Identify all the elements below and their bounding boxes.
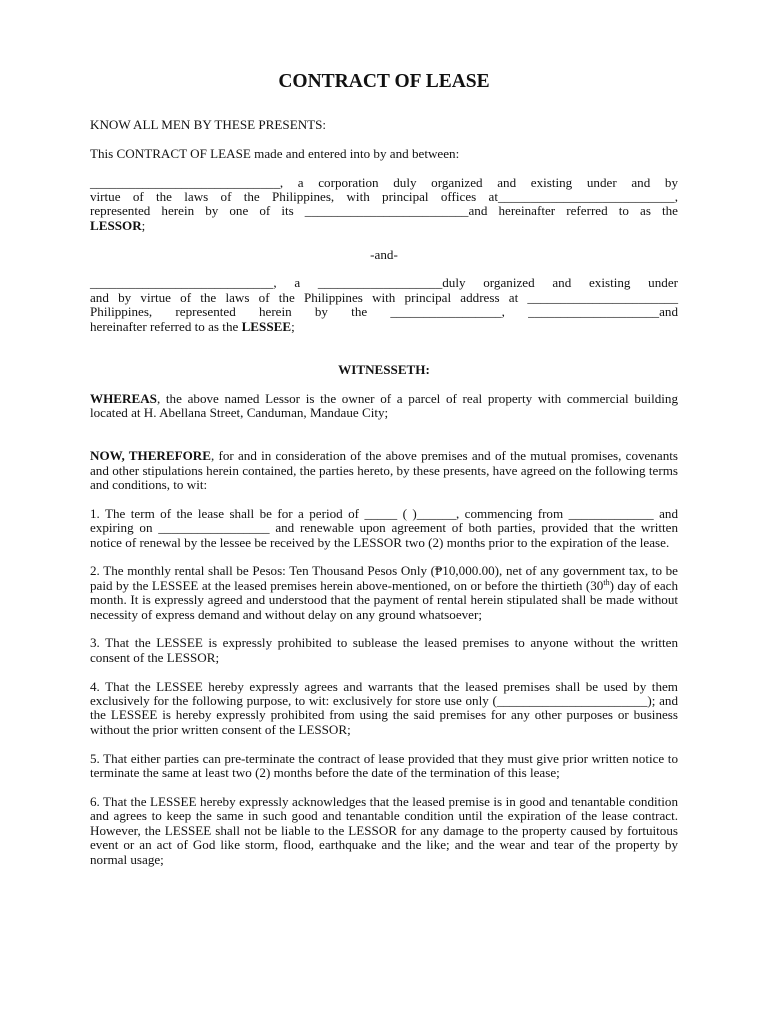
- lessor-line-4: [90, 219, 678, 233]
- clause-6: 6. That the LESSEE hereby expressly acknowledges that the leased premise is in good and tenantable condition and agrees to keep the same in such good and tenantable condition until the expiration of the lease contract. However, the LESSEE shall not be liable to the LESSOR for any damage to the property caused by fortuitous event or an act of God like storm, flood, earthquake and the like; and the wear and tear of the property by normal usage;: [90, 793, 678, 867]
- whereas-clause: [90, 392, 678, 421]
- clause-5: 5. That either parties can pre-terminate the contract of lease provided that they must give prior written notice to terminate the same at least two (2) months before the date of the termination of this lease;: [90, 750, 678, 781]
- clause-1: 1. The term of the lease shall be for a period of _____ ( )______, commencing from _____________ and expiring on _________________ and renewable upon agreement of both parties, provided that the written notice of renewal by the lessee be received by the LESSOR two (2) months prior to the expiration of the lease.: [90, 505, 678, 550]
- now-therefore-text: , for and in consideration of the above premises and of the mutual promises, covenants and other stipulations herein contained, the parties hereto, by these presents, have agreed on the following terms and conditions, to wit:: [90, 448, 678, 493]
- lessor-line-1: _____________________________, a corporation duly organized and existing under and by: [90, 174, 678, 190]
- lessor-line-2: virtue of the laws of the Philippines, with principal offices at___________________________,: [90, 189, 678, 204]
- now-therefore-clause: [90, 449, 678, 492]
- clause-2: [90, 564, 678, 622]
- lessee-line-2: and by virtue of the laws of the Philippines with principal address at _______________________: [90, 289, 678, 305]
- lessor-label: LESSOR: [90, 217, 142, 233]
- whereas-label: WHEREAS: [90, 390, 157, 406]
- clause-3: 3. That the LESSEE is expressly prohibited to sublease the leased premises to anyone without the written consent of the LESSOR;: [90, 635, 678, 665]
- witnesseth-heading: [90, 363, 678, 377]
- lessee-line-4-head: hereinafter referred to as the: [90, 318, 242, 334]
- lessee-line-4-tail: ;: [291, 318, 295, 334]
- whereas-text: , the above named Lessor is the owner of a parcel of real property with commercial building located at H. Abellana Street, Canduman, Mandaue City;: [90, 390, 678, 421]
- clause-4: 4. That the LESSEE hereby expressly agrees and warrants that the leased premises shall be used by them exclusively for the following purpose, to wit: exclusively for store use only (_______________________); and the LESSEE is hereby expressly prohibited from using the said premises for any other purposes or business without the prior written consent of the LESSOR;: [90, 678, 678, 737]
- and-separator: -and-: [370, 246, 398, 262]
- lessor-block: [90, 176, 678, 234]
- intro-line: KNOW ALL MEN BY THESE PRESENTS:: [90, 117, 327, 132]
- lessee-line-1: ____________________________, a ___________________duly organized and existing under: [90, 275, 678, 291]
- lessee-label: LESSEE: [241, 318, 292, 334]
- clause-2-superscript: th: [603, 577, 610, 587]
- clause-2-part-b: ) day of each month. It is expressly agreed and understood that the payment of rental herein stipulated shall be made without necessity of express demand and without delay on any ground whatsoever;: [90, 577, 678, 622]
- lessee-line-3: Philippines, represented herein by the _________________, ____________________and: [90, 304, 678, 320]
- lessee-line-4: [90, 320, 678, 334]
- lessor-line-3: represented herein by one of its _________________________and hereinafter referred to as the: [90, 203, 678, 219]
- document-title: CONTRACT OF LEASE: [278, 71, 490, 92]
- clause-2-part-a: 2. The monthly rental shall be Pesos: Ten Thousand Pesos Only (₱10,000.00), net of any government tax, to be paid by the LESSEE at the leased premises herein above-mentioned, on or before the thirtieth (30: [90, 563, 678, 593]
- lessor-line-4-tail: ;: [141, 217, 146, 233]
- witnesseth-text: WITNESSETH:: [338, 361, 430, 377]
- now-therefore-label: NOW, THEREFORE: [90, 448, 211, 464]
- lessee-block: [90, 276, 678, 334]
- opening-line: This CONTRACT OF LEASE made and entered into by and between:: [90, 145, 460, 161]
